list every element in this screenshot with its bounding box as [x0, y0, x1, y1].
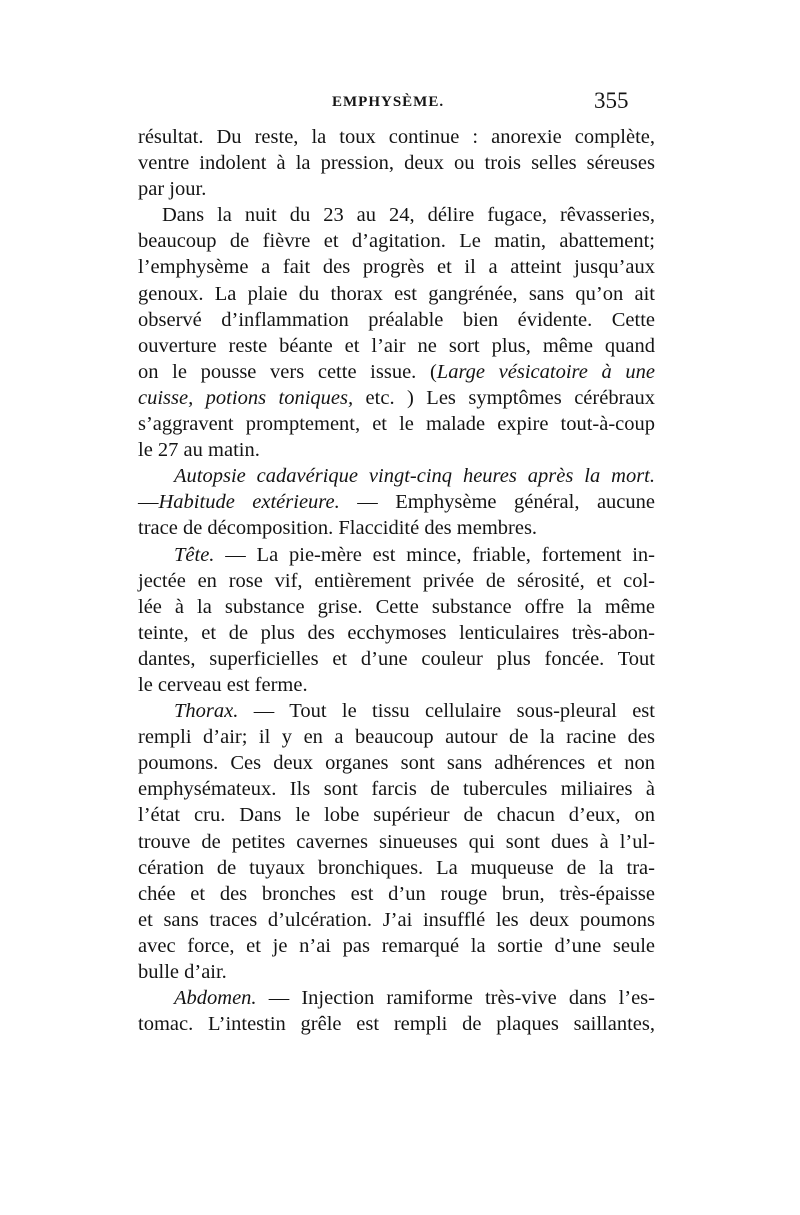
text-line	[138, 750, 655, 776]
italic-text: Habitude extérieure.	[158, 491, 340, 514]
text-segment: rempli d’air; il y en a beaucoup autour de la racine des	[138, 726, 655, 749]
text-line	[138, 933, 655, 959]
text-line	[138, 124, 655, 150]
text-segment: lée à la substance grise. Cette substance offre la même	[138, 595, 655, 618]
text-segment: bulle d’air.	[138, 961, 227, 983]
text-segment: on le pousse vers cette issue. (	[138, 360, 437, 383]
text-segment: s’aggravent promptement, et le malade expire tout-à-coup	[138, 413, 655, 436]
text-segment: l’emphysème a fait des progrès et il a atteint jusqu’aux	[138, 256, 655, 279]
running-title: EMPHYSÈME.	[332, 94, 445, 110]
italic-text: cuisse, potions toniques,	[138, 386, 354, 409]
italic-text: Large vésicatoire à une	[436, 360, 655, 383]
text-line	[138, 463, 655, 489]
text-line	[138, 646, 655, 672]
text-line	[138, 594, 655, 620]
text-segment: trouve de petites cavernes sinueuses qui sont dues à l’ul-	[138, 830, 655, 853]
text-line	[138, 228, 655, 254]
text-segment: jectée en rose vif, entièrement privée de sérosité, et col-	[138, 569, 655, 592]
text-line	[138, 437, 655, 463]
text-segment: — Tout le tissu cellulaire sous-pleural est	[238, 700, 655, 723]
text-segment: résultat. Du reste, la toux continue : anorexie complète,	[138, 126, 655, 148]
text-segment: — Emphysème général, aucune	[339, 491, 655, 514]
text-line	[138, 515, 655, 541]
text-line	[138, 776, 655, 802]
text-line	[138, 568, 655, 594]
text-line	[138, 620, 655, 646]
text-segment: — La pie-mère est mince, friable, fortement in-	[214, 543, 655, 566]
text-segment: emphysémateux. Ils sont farcis de tubercules miliaires à	[138, 778, 655, 801]
text-line	[138, 333, 655, 359]
text-line	[138, 829, 655, 855]
text-segment: teinte, et de plus des ecchymoses lenticulaires très-abon-	[138, 621, 655, 644]
text-segment: — Injection ramiforme très-vive dans l’es-	[256, 987, 655, 1010]
text-line	[138, 959, 655, 985]
text-segment: observé d’inflammation préalable bien évidente. Cette	[138, 308, 655, 331]
text-segment: poumons. Ces deux organes sont sans adhérences et non	[138, 752, 655, 775]
text-line	[138, 542, 655, 568]
text-line	[138, 385, 655, 411]
italic-text: Tête.	[174, 543, 215, 566]
text-line	[138, 881, 655, 907]
text-line	[138, 698, 655, 724]
text-segment: l’état cru. Dans le lobe supérieur de chacun d’eux, on	[138, 804, 655, 827]
text-line	[138, 907, 655, 933]
text-segment: beaucoup de fièvre et d’agitation. Le matin, abattement;	[138, 230, 655, 253]
text-line	[138, 1011, 655, 1037]
text-line	[138, 489, 655, 515]
text-segment: ventre indolent à la pression, deux ou trois selles séreuses	[138, 152, 655, 175]
text-segment: Dans la nuit du 23 au 24, délire fugace, rêvasseries,	[162, 204, 655, 227]
italic-text: Abdomen.	[174, 987, 257, 1010]
italic-text: Thorax.	[174, 700, 239, 723]
text-segment: le cerveau est ferme.	[138, 673, 308, 696]
text-line	[138, 202, 655, 228]
text-segment: par jour.	[138, 178, 207, 201]
text-line	[138, 411, 655, 437]
body-text	[138, 124, 655, 1037]
text-line	[138, 985, 655, 1011]
text-segment: —	[138, 491, 159, 514]
text-segment: ouverture reste béante et l’air ne sort plus, même quand	[138, 334, 655, 357]
text-line	[138, 672, 655, 698]
text-segment: cération de tuyaux bronchiques. La muqueuse de la tra-	[138, 856, 655, 879]
text-line	[138, 855, 655, 881]
text-segment: trace de décomposition. Flaccidité des membres.	[138, 517, 538, 540]
text-line	[138, 802, 655, 828]
text-segment: et sans traces d’ulcération. J’ai insufflé les deux poumons	[138, 908, 655, 931]
text-line	[138, 281, 655, 307]
text-segment: genoux. La plaie du thorax est gangrénée, sans qu’on ait	[138, 282, 655, 305]
text-line	[138, 359, 655, 385]
text-segment: le 27 au matin.	[138, 439, 260, 462]
italic-text: Autopsie cadavérique vingt-cinq heures après la mort.	[174, 465, 655, 488]
text-segment: dantes, superficielles et d’une couleur plus foncée. Tout	[138, 647, 655, 670]
text-line	[138, 254, 655, 280]
text-segment: chée et des bronches est d’un rouge brun, très-épaisse	[138, 882, 655, 905]
text-segment: etc. ) Les symptômes cérébraux	[353, 386, 655, 409]
text-line	[138, 724, 655, 750]
page-number: 355	[594, 88, 629, 113]
text-segment: avec force, et je n’ai pas remarqué la sortie d’une seule	[138, 934, 655, 957]
text-line	[138, 307, 655, 333]
text-line	[138, 176, 655, 202]
text-line	[138, 150, 655, 176]
text-segment: tomac. L’intestin grêle est rempli de plaques saillantes,	[138, 1013, 655, 1036]
